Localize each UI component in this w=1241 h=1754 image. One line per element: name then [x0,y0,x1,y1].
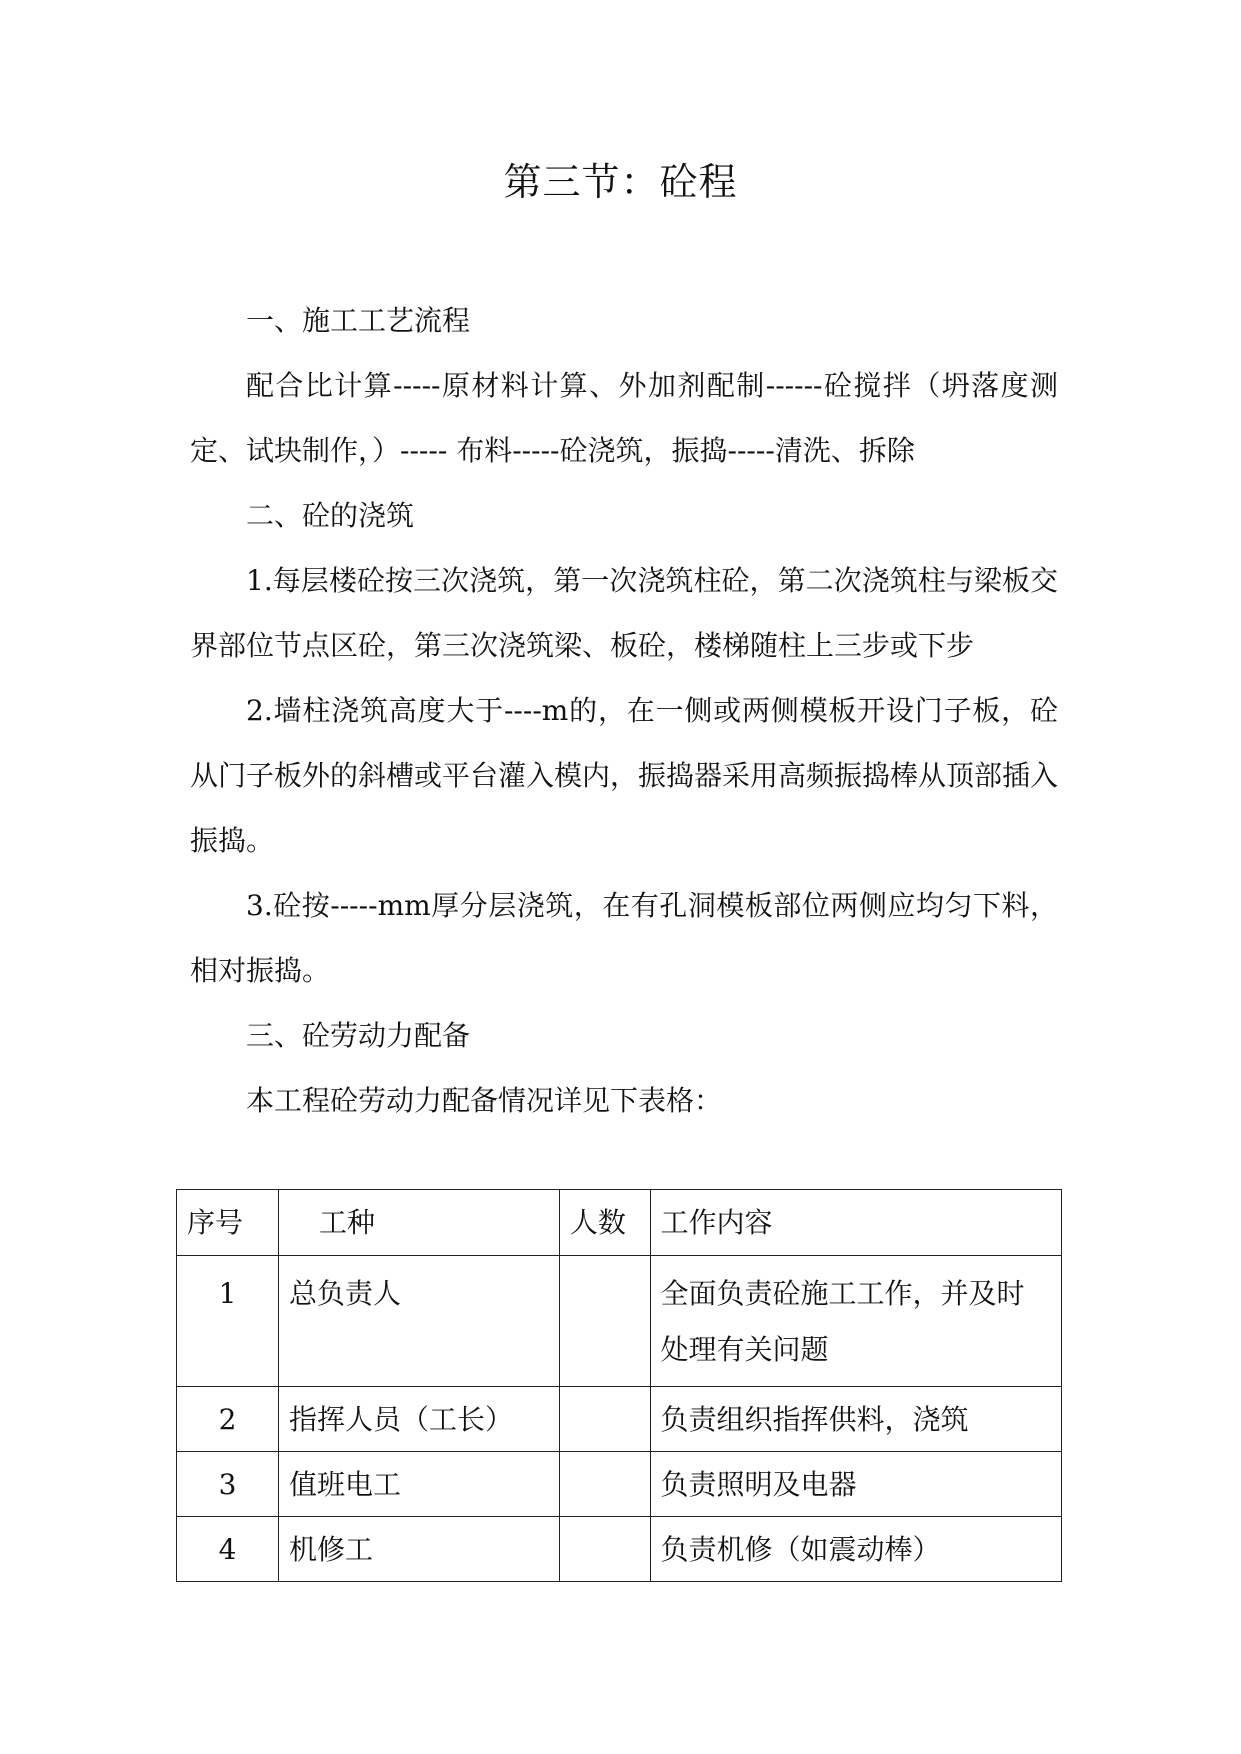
pouring-item-3: 3.砼按-----mm厚分层浇筑，在有孔洞模板部位两侧应均匀下料，相对振捣。 [190,889,1058,987]
cell-type: 值班电工 [279,1452,560,1517]
cell-count [559,1517,650,1582]
header-no: 序号 [177,1190,279,1256]
table-row [177,1452,1062,1517]
section-heading-labor: 三、砼劳动力配备 [246,1019,471,1052]
cell-task: 负责机修（如震动棒） [650,1517,1061,1582]
cell-no: 3 [177,1452,279,1517]
cell-type: 指挥人员（工长） [279,1387,560,1452]
pouring-item-2: 2.墙柱浇筑高度大于----m的，在一侧或两侧模板开设门子板，砼从门子板外的斜槽或平台灌入模内，振捣器采用高频振捣棒从顶部插入振捣。 [190,694,1059,857]
table-row [177,1517,1062,1582]
cell-type: 机修工 [279,1517,560,1582]
process-flow-paragraph: 配合比计算-----原材料计算、外加剂配制------砼搅拌（坍落度测定、试块制作，）----- 布料-----砼浇筑，振捣-----清洗、拆除 [190,369,1058,467]
labor-table [176,1189,1062,1582]
document-body [190,288,1058,1133]
cell-no: 2 [177,1387,279,1452]
cell-no: 1 [177,1256,279,1387]
header-type: 工种 [279,1190,560,1256]
cell-count [559,1256,650,1387]
cell-no: 4 [177,1517,279,1582]
pouring-item-1: 1.每层楼砼按三次浇筑，第一次浇筑柱砼，第二次浇筑柱与梁板交界部位节点区砼，第三次浇筑梁、板砼，楼梯随柱上三步或下步 [190,564,1058,662]
labor-intro-paragraph: 本工程砼劳动力配备情况详见下表格： [246,1084,723,1117]
cell-task: 全面负责砼施工工作，并及时处理有关问题 [650,1256,1061,1387]
section-heading-process: 一、施工工艺流程 [246,304,471,337]
table-row [177,1387,1062,1452]
table-header-row [177,1190,1062,1256]
cell-task: 负责照明及电器 [650,1452,1061,1517]
header-count: 人数 [559,1190,650,1256]
cell-task: 负责组织指挥供料，浇筑 [650,1387,1061,1452]
cell-count [559,1387,650,1452]
header-task: 工作内容 [650,1190,1061,1256]
table-row [177,1256,1062,1387]
page-title: 第三节：砼程 [503,160,738,204]
cell-count [559,1452,650,1517]
cell-type: 总负责人 [279,1256,560,1387]
section-heading-pouring: 二、砼的浇筑 [246,499,415,532]
